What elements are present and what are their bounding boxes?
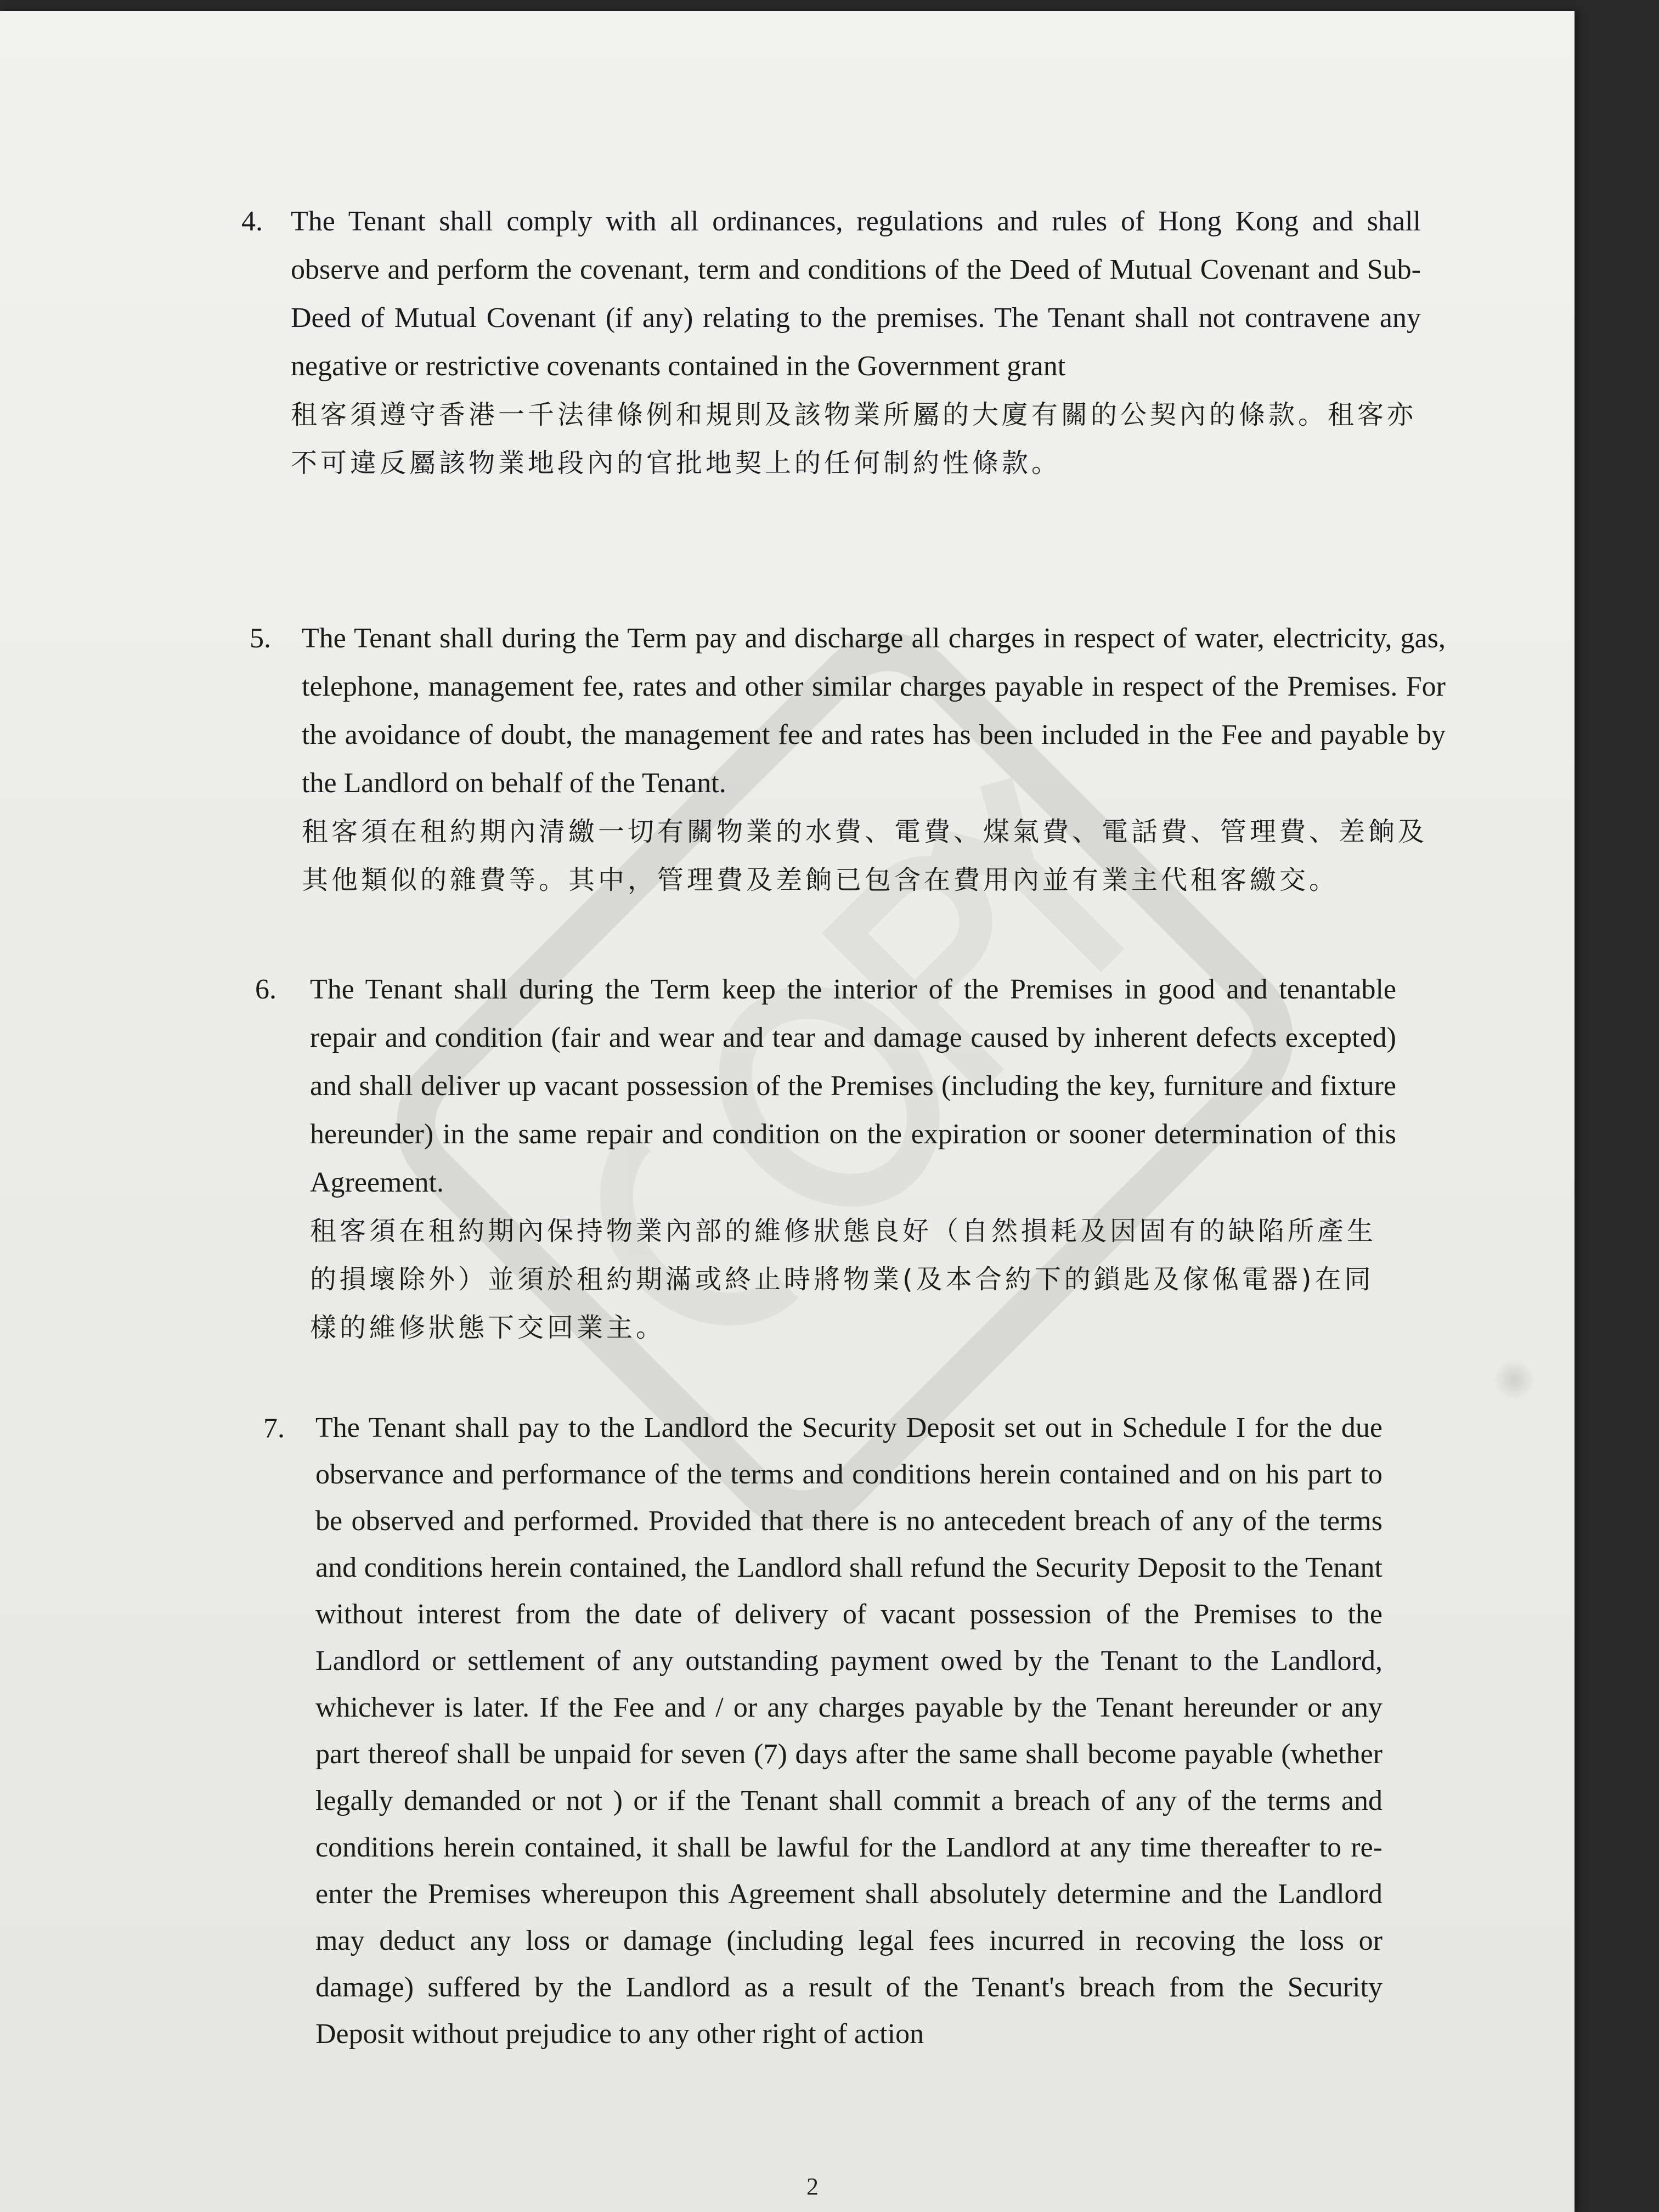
clause-6 [255, 966, 1396, 1352]
paper-smudge [1492, 1361, 1536, 1399]
clause-7 [263, 1404, 1383, 2057]
clause-english-text: The Tenant shall pay to the Landlord the Security Deposit set out in Schedule I for the due observance and performance of the terms and conditions herein contained and on his part to be observed and performed. Provided that there is no antecedent breach of any of the terms and conditions herein contained, the Landlord shall refund the Security Deposit to the Tenant without interest from the date of delivery of vacant possession of the Premises to the Landlord or settlement of any outstanding payment owed by the Tenant to the Landlord, whichever is later. If the Fee and / or any charges payable by the Tenant hereunder or any part thereof shall be unpaid for seven (7) days after the same shall become payable (whether legally demanded or not ) or if the Tenant shall commit a breach of any of the terms and conditions herein contained, it shall be lawful for the Landlord at any time thereafter to re-enter the Premises whereupon this Agreement shall absolutely determine and the Landlord may deduct any loss or damage (including legal fees incurred in recoving the loss or damage) suffered by the Landlord as a result of the Tenant's breach from the Security Deposit without prejudice to any other right of action [315, 1412, 1383, 2050]
clause-number: 5. [250, 623, 271, 654]
clause-number: 7. [263, 1413, 285, 1444]
clause-chinese-text: 租客須遵守香港一千法律條例和規則及該物業所屬的大廈有關的公契內的條款。租客亦不可違反屬該物業地段內的官批地契上的任何制約性條款。 [291, 399, 1417, 478]
clause-english-text: The Tenant shall during the Term keep the interior of the Premises in good and tenantable repair and condition (fair and wear and tear and damage caused by inherent defects excepted) and shall deliver up vacant possession of the Premises (including the key, furniture and fixture hereunder) in the same repair and condition on the expiration or sooner determination of this Agreement. [310, 974, 1396, 1198]
clause-number: 6. [255, 974, 276, 1005]
clause-number: 4. [241, 206, 263, 237]
clause-chinese-text: 租客須在租約期內清繳一切有關物業的水費、電費、煤氣費、電話費、管理費、差餉及其他類似的雜費等。其中，管理費及差餉已包含在費用內並有業主代租客繳交。 [302, 816, 1428, 895]
clause-chinese-text: 租客須在租約期內保持物業內部的維修狀態良好（自然損耗及因固有的缺陷所產生的損壞除外）並須於租約期滿或終止時將物業(及本合約下的鎖匙及傢俬電器)在同樣的維修狀態下交回業主。 [310, 1216, 1377, 1343]
document-page [0, 11, 1575, 2212]
clause-4 [241, 198, 1421, 487]
clause-english-text: The Tenant shall comply with all ordinances, regulations and rules of Hong Kong and shall observe and perform the covenant, term and conditions of the Deed of Mutual Covenant and Sub-Deed of Mutual Covenant (if any) relating to the premises. The Tenant shall not contravene any negative or restrictive covenants contained in the Government grant [291, 206, 1421, 382]
clause-english-text: The Tenant shall during the Term pay and discharge all charges in respect of water, electricity, gas, telephone, management fee, rates and other similar charges payable in respect of the Premises. For the avoidance of doubt, the management fee and rates has been included in the Fee and payable by the Landlord on behalf of the Tenant. [302, 623, 1446, 799]
clause-5 [250, 614, 1446, 904]
page-number: 2 [806, 2173, 819, 2200]
